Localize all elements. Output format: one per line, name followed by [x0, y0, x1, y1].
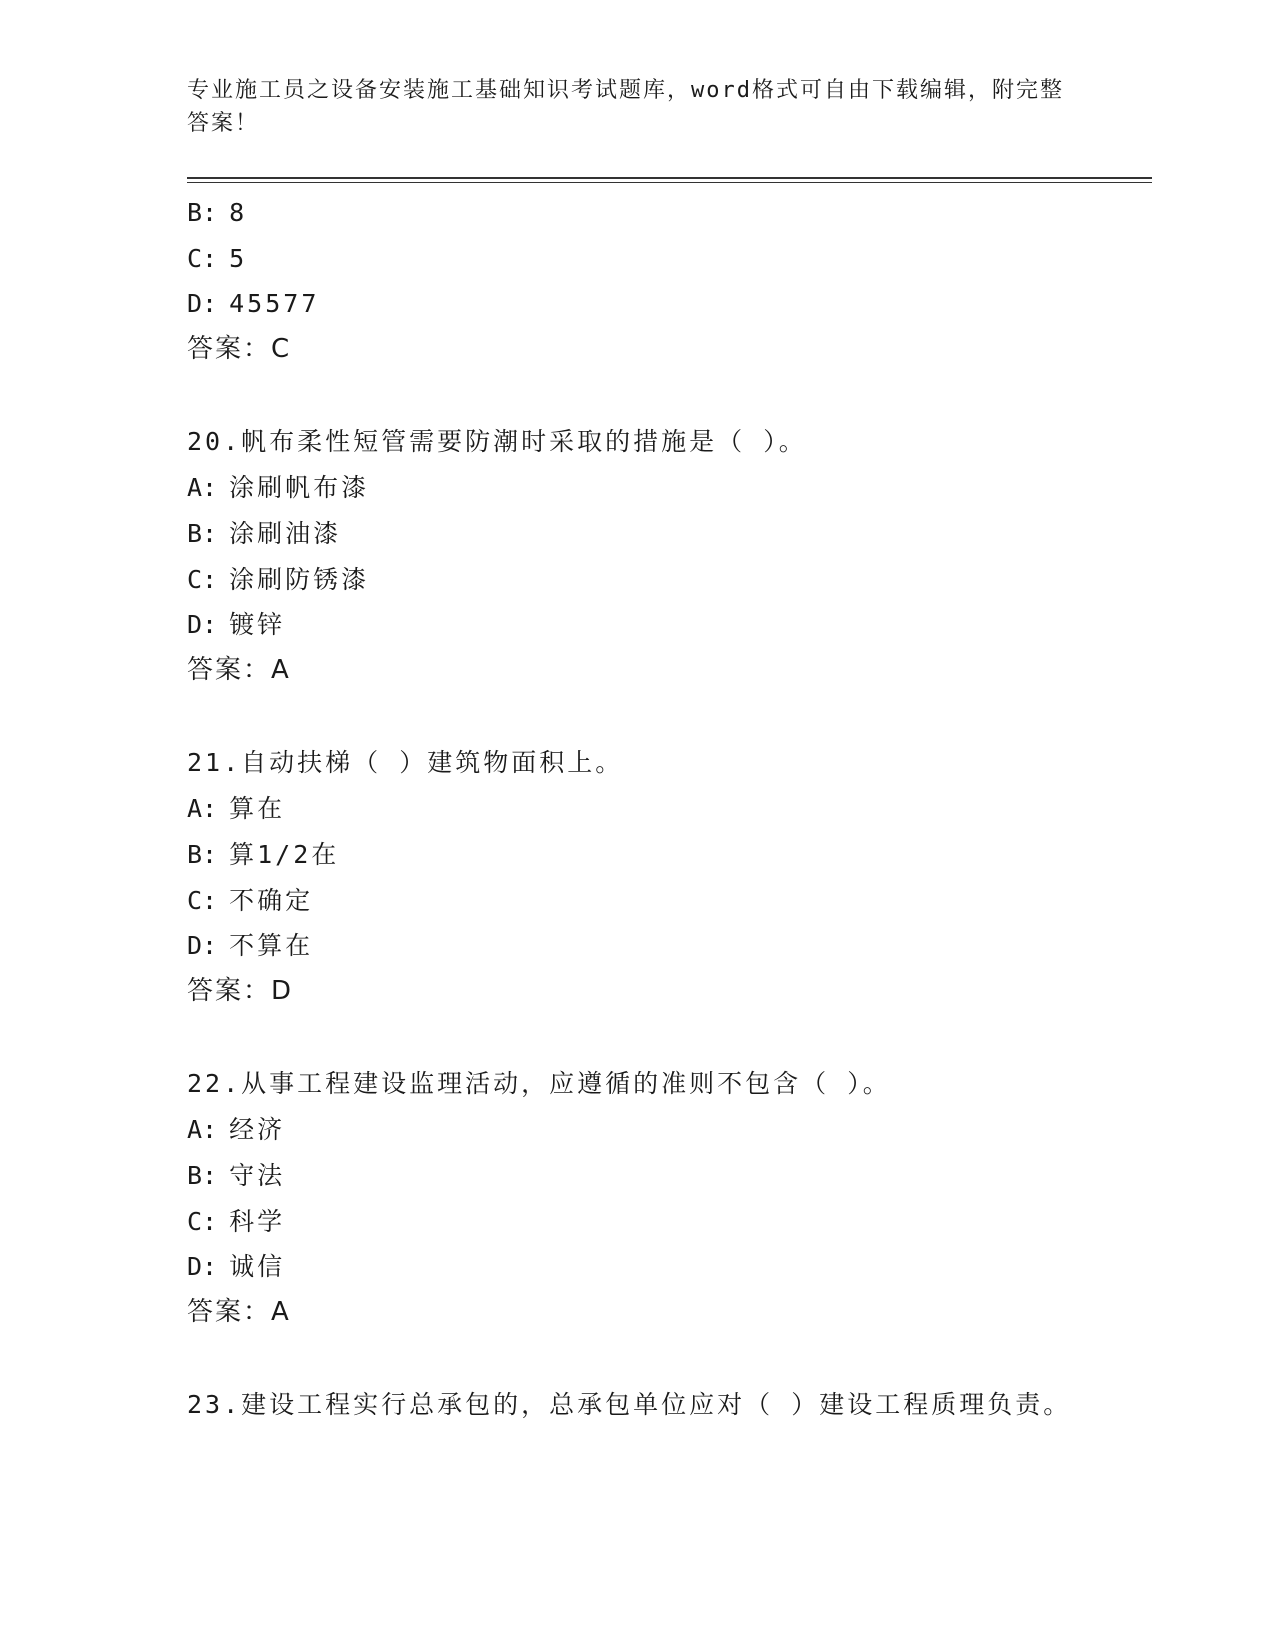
option-a [187, 1107, 1152, 1153]
document-title: 专业施工员之设备安装施工基础知识考试题库，word格式可自由下载编辑，附完整答案！ [187, 78, 1064, 136]
option-key: D: [187, 610, 218, 640]
question-text: 21.自动扶梯（ ）建筑物面积上。 [187, 748, 624, 778]
option-text: 涂刷防锈漆 [229, 564, 370, 594]
question-22 [187, 1060, 1152, 1335]
option-text: 算在 [229, 794, 286, 824]
option-c [187, 878, 1152, 924]
option-text: 科学 [229, 1206, 286, 1236]
option-d [187, 602, 1152, 648]
header-divider-thin [187, 182, 1152, 183]
option-text: 经济 [229, 1115, 286, 1145]
option-key: B: [187, 1160, 218, 1190]
option-a [187, 465, 1152, 511]
option-text: 算1/2在 [229, 839, 340, 869]
option-text: 镀锌 [229, 610, 286, 640]
question-23 [187, 1381, 1152, 1428]
option-d [187, 923, 1152, 969]
option-key: C: [187, 1206, 218, 1236]
option-text: 诚信 [229, 1252, 286, 1282]
option-text: 守法 [229, 1160, 286, 1190]
option-key: D: [187, 931, 218, 961]
option-d [187, 281, 1152, 327]
option-b [187, 511, 1152, 557]
option-d [187, 1244, 1152, 1290]
option-a [187, 786, 1152, 832]
option-b [187, 832, 1152, 878]
answer-line: 答案：A [187, 654, 291, 685]
question-20 [187, 418, 1152, 693]
option-c [187, 1199, 1152, 1245]
option-key: A: [187, 473, 218, 503]
option-text: 5 [229, 243, 248, 273]
header-divider-thick [187, 177, 1152, 179]
answer-line: 答案：D [187, 975, 294, 1006]
option-key: C: [187, 243, 218, 273]
option-b [187, 1153, 1152, 1199]
question-text: 22.从事工程建设监理活动，应遵循的准则不包含（ ）。 [187, 1069, 891, 1099]
option-key: C: [187, 885, 218, 915]
option-text: 涂刷油漆 [229, 518, 342, 548]
option-key: D: [187, 1252, 218, 1282]
option-key: A: [187, 1115, 218, 1145]
option-c [187, 236, 1152, 282]
option-key: D: [187, 289, 218, 319]
option-key: B: [187, 198, 218, 227]
option-c [187, 557, 1152, 603]
option-key: B: [187, 839, 218, 869]
option-text: 8 [229, 198, 248, 227]
option-key: A: [187, 794, 218, 824]
document-header [187, 74, 1067, 140]
option-text: 45577 [229, 289, 320, 319]
question-text: 23.建设工程实行总承包的，总承包单位应对（ ）建设工程质理负责。 [187, 1390, 1072, 1420]
question-list [187, 190, 1152, 1428]
option-key: C: [187, 564, 218, 594]
option-key: B: [187, 518, 218, 548]
question-text: 20.帆布柔性短管需要防潮时采取的措施是（ ）。 [187, 427, 807, 457]
question-partial [187, 190, 1152, 372]
option-text: 涂刷帆布漆 [229, 473, 370, 503]
option-text: 不确定 [229, 885, 314, 915]
option-text: 不算在 [229, 931, 314, 961]
answer-line: 答案：A [187, 1296, 291, 1327]
answer-line: 答案：C [187, 333, 292, 364]
option-b [187, 190, 1152, 236]
question-21 [187, 739, 1152, 1014]
